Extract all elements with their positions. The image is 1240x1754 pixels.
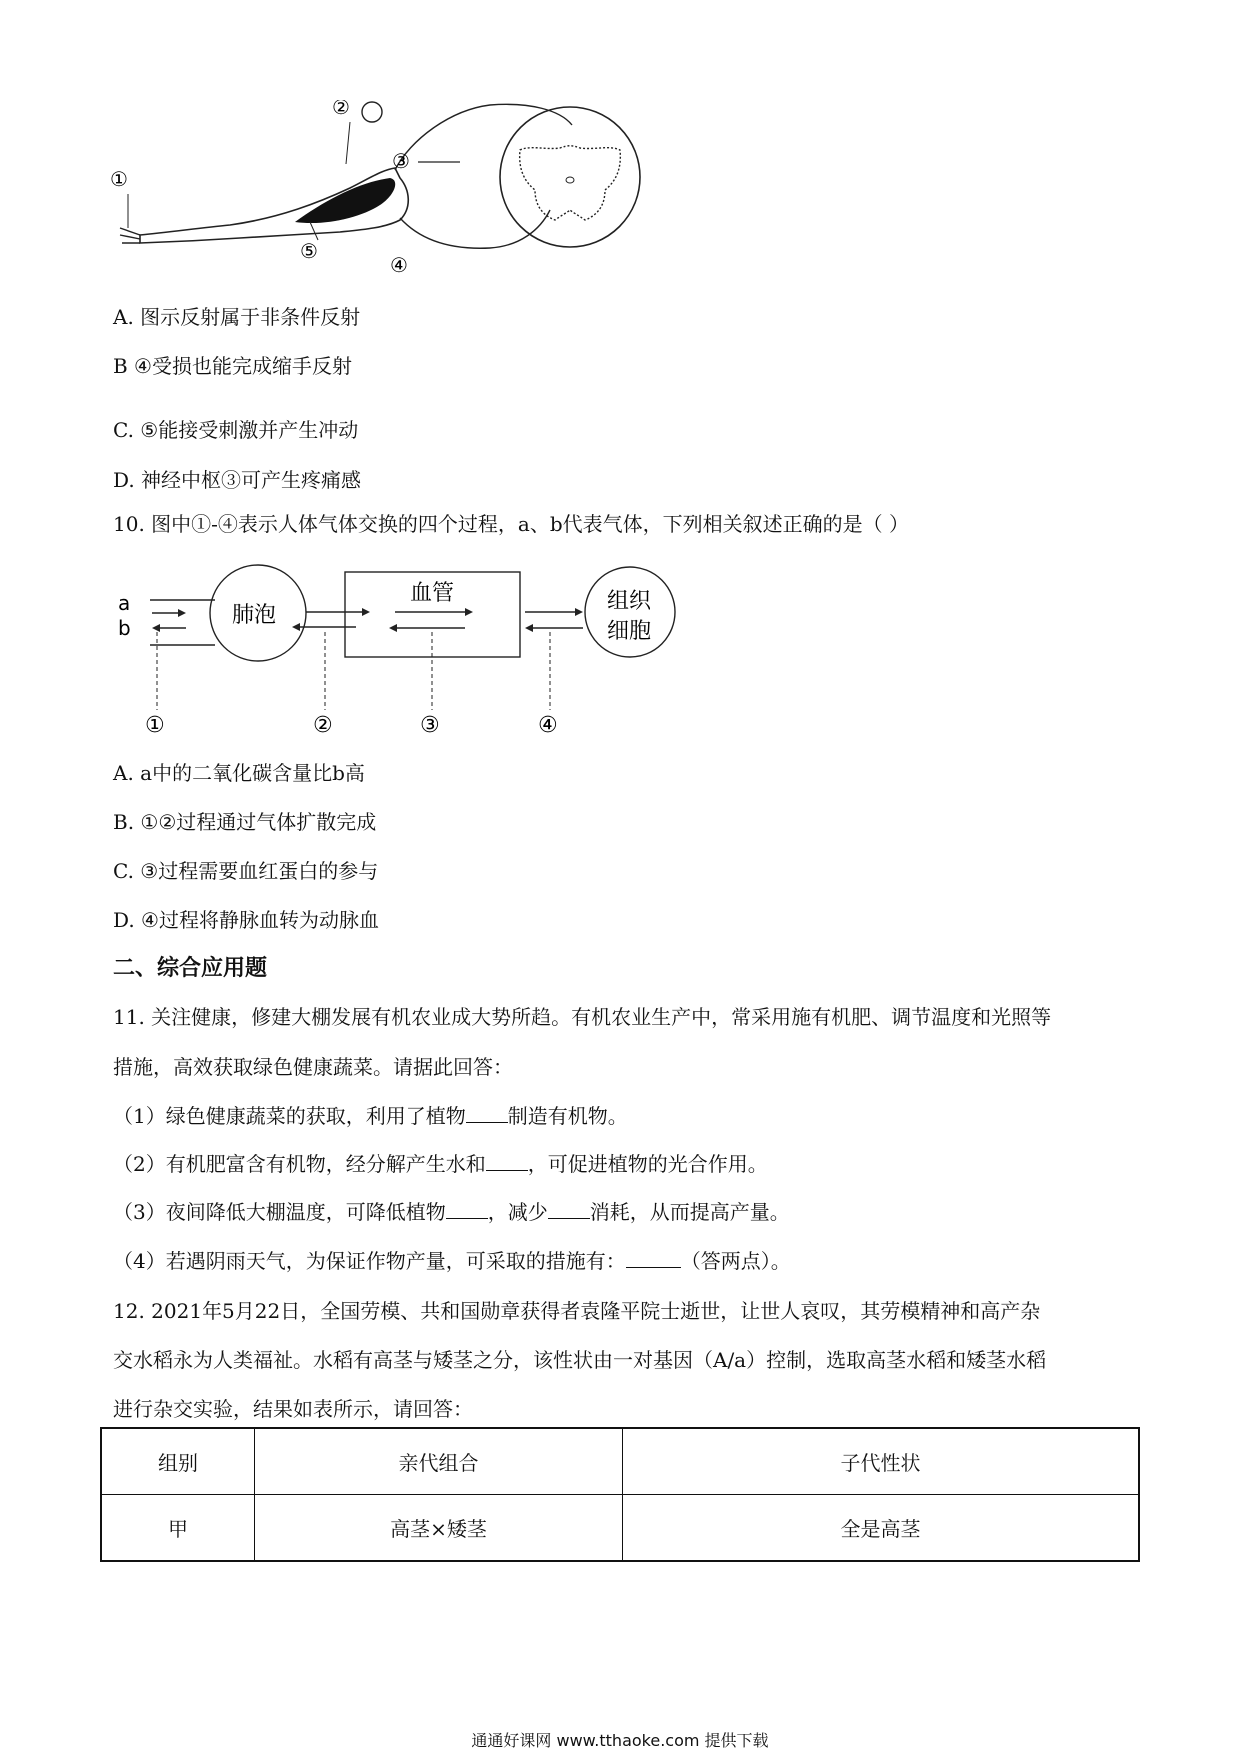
table-cell: 甲 [101,1495,255,1562]
tissue-label-2: 细胞 [607,619,652,644]
fig1-label-4: ④ [390,253,408,277]
q11-blank-2[interactable] [486,1152,528,1171]
table-header-cell: 亲代组合 [255,1428,623,1495]
table-header-cell: 组别 [101,1428,255,1495]
table-row [101,1495,1139,1562]
alveolus-label: 肺泡 [232,603,277,628]
gas-exchange-figure [110,560,730,735]
section-heading: 二、综合应用题 [113,956,268,981]
q11-blank-4[interactable] [548,1200,590,1219]
table-header-row [101,1428,1139,1495]
q11-sub4-text-a: （4）若遇阴雨天气，为保证作物产量，可采取的措施有： [113,1249,626,1273]
fig1-label-2: ② [332,100,350,119]
q11-line-2: 措施，高效获取绿色健康蔬菜。请据此回答： [113,1055,513,1079]
q10-option-d: D. ④过程将静脉血转为动脉血 [113,908,379,932]
q11-blank-1[interactable] [466,1104,508,1123]
process-3-label: ③ [420,713,440,735]
q11-sub-2 [113,1148,768,1177]
reflex-arc-figure [110,100,670,290]
q11-sub3-text-b: ，减少 [487,1200,548,1224]
process-4-label: ④ [538,713,558,735]
q12-line-3: 进行杂交实验，结果如表所示，请回答： [113,1397,473,1421]
footer-source: 通通好课网 www.tthaoke.com 提供下载 [471,1731,769,1750]
q11-sub3-text-a: （3）夜间降低大棚温度，可降低植物 [113,1200,446,1224]
q10-option-b: B. ①②过程通过气体扩散完成 [113,810,377,834]
table-cell: 高茎×矮茎 [255,1495,623,1562]
table-header-cell: 子代性状 [623,1428,1140,1495]
q9-option-a: A. 图示反射属于非条件反射 [113,305,361,329]
q9-option-c: C. ⑤能接受刺激并产生冲动 [113,418,359,442]
q10-stem: 10. 图中①-④表示人体气体交换的四个过程，a、b代表气体，下列相关叙述正确的是（ ） [113,512,910,536]
gas-a-label: a [118,591,131,615]
q11-sub3-text-c: 消耗，从而提高产量。 [589,1200,790,1224]
q9-option-b: B ④受损也能完成缩手反射 [113,354,352,378]
process-1-label: ① [145,713,165,735]
tissue-label-1: 组织 [607,589,652,614]
q11-line-1: 11. 关注健康，修建大棚发展有机农业成大势所趋。有机农业生产中，常采用施有机肥、调节温度和光照等 [113,1005,1052,1029]
q10-option-a: A. a中的二氧化碳含量比b高 [113,761,365,785]
q11-blank-3[interactable] [446,1200,488,1219]
fig1-label-5: ⑤ [300,239,318,263]
process-2-label: ② [313,713,333,735]
q11-sub2-text-b: ，可促进植物的光合作用。 [527,1152,768,1176]
fig1-label-3: ③ [392,149,410,173]
q11-blank-5[interactable] [626,1249,681,1268]
q11-sub-3 [113,1196,790,1225]
q11-sub-4 [113,1245,791,1274]
q12-line-2: 交水稻永为人类福祉。水稻有高茎与矮茎之分，该性状由一对基因（A/a）控制，选取高茎水稻和矮茎水稻 [113,1348,1047,1372]
q11-sub2-text-a: （2）有机肥富含有机物，经分解产生水和 [113,1152,486,1176]
q10-option-c: C. ③过程需要血红蛋白的参与 [113,859,379,883]
gas-b-label: b [118,616,131,640]
cross-result-table [100,1427,1140,1562]
table-cell: 全是高茎 [623,1495,1140,1562]
q11-sub4-text-b: （答两点）。 [680,1249,791,1273]
q11-sub1-text-a: （1）绿色健康蔬菜的获取，利用了植物 [113,1104,466,1128]
q11-sub-1 [113,1100,628,1129]
vessel-label: 血管 [410,581,455,606]
q12-line-1: 12. 2021年5月22日，全国劳模、共和国勋章获得者袁隆平院士逝世，让世人哀叹，其劳模精神和高产杂 [113,1299,1041,1323]
q11-sub1-text-b: 制造有机物。 [507,1104,628,1128]
fig1-label-1: ① [110,167,128,191]
q9-option-d: D. 神经中枢③可产生疼痛感 [113,468,362,492]
